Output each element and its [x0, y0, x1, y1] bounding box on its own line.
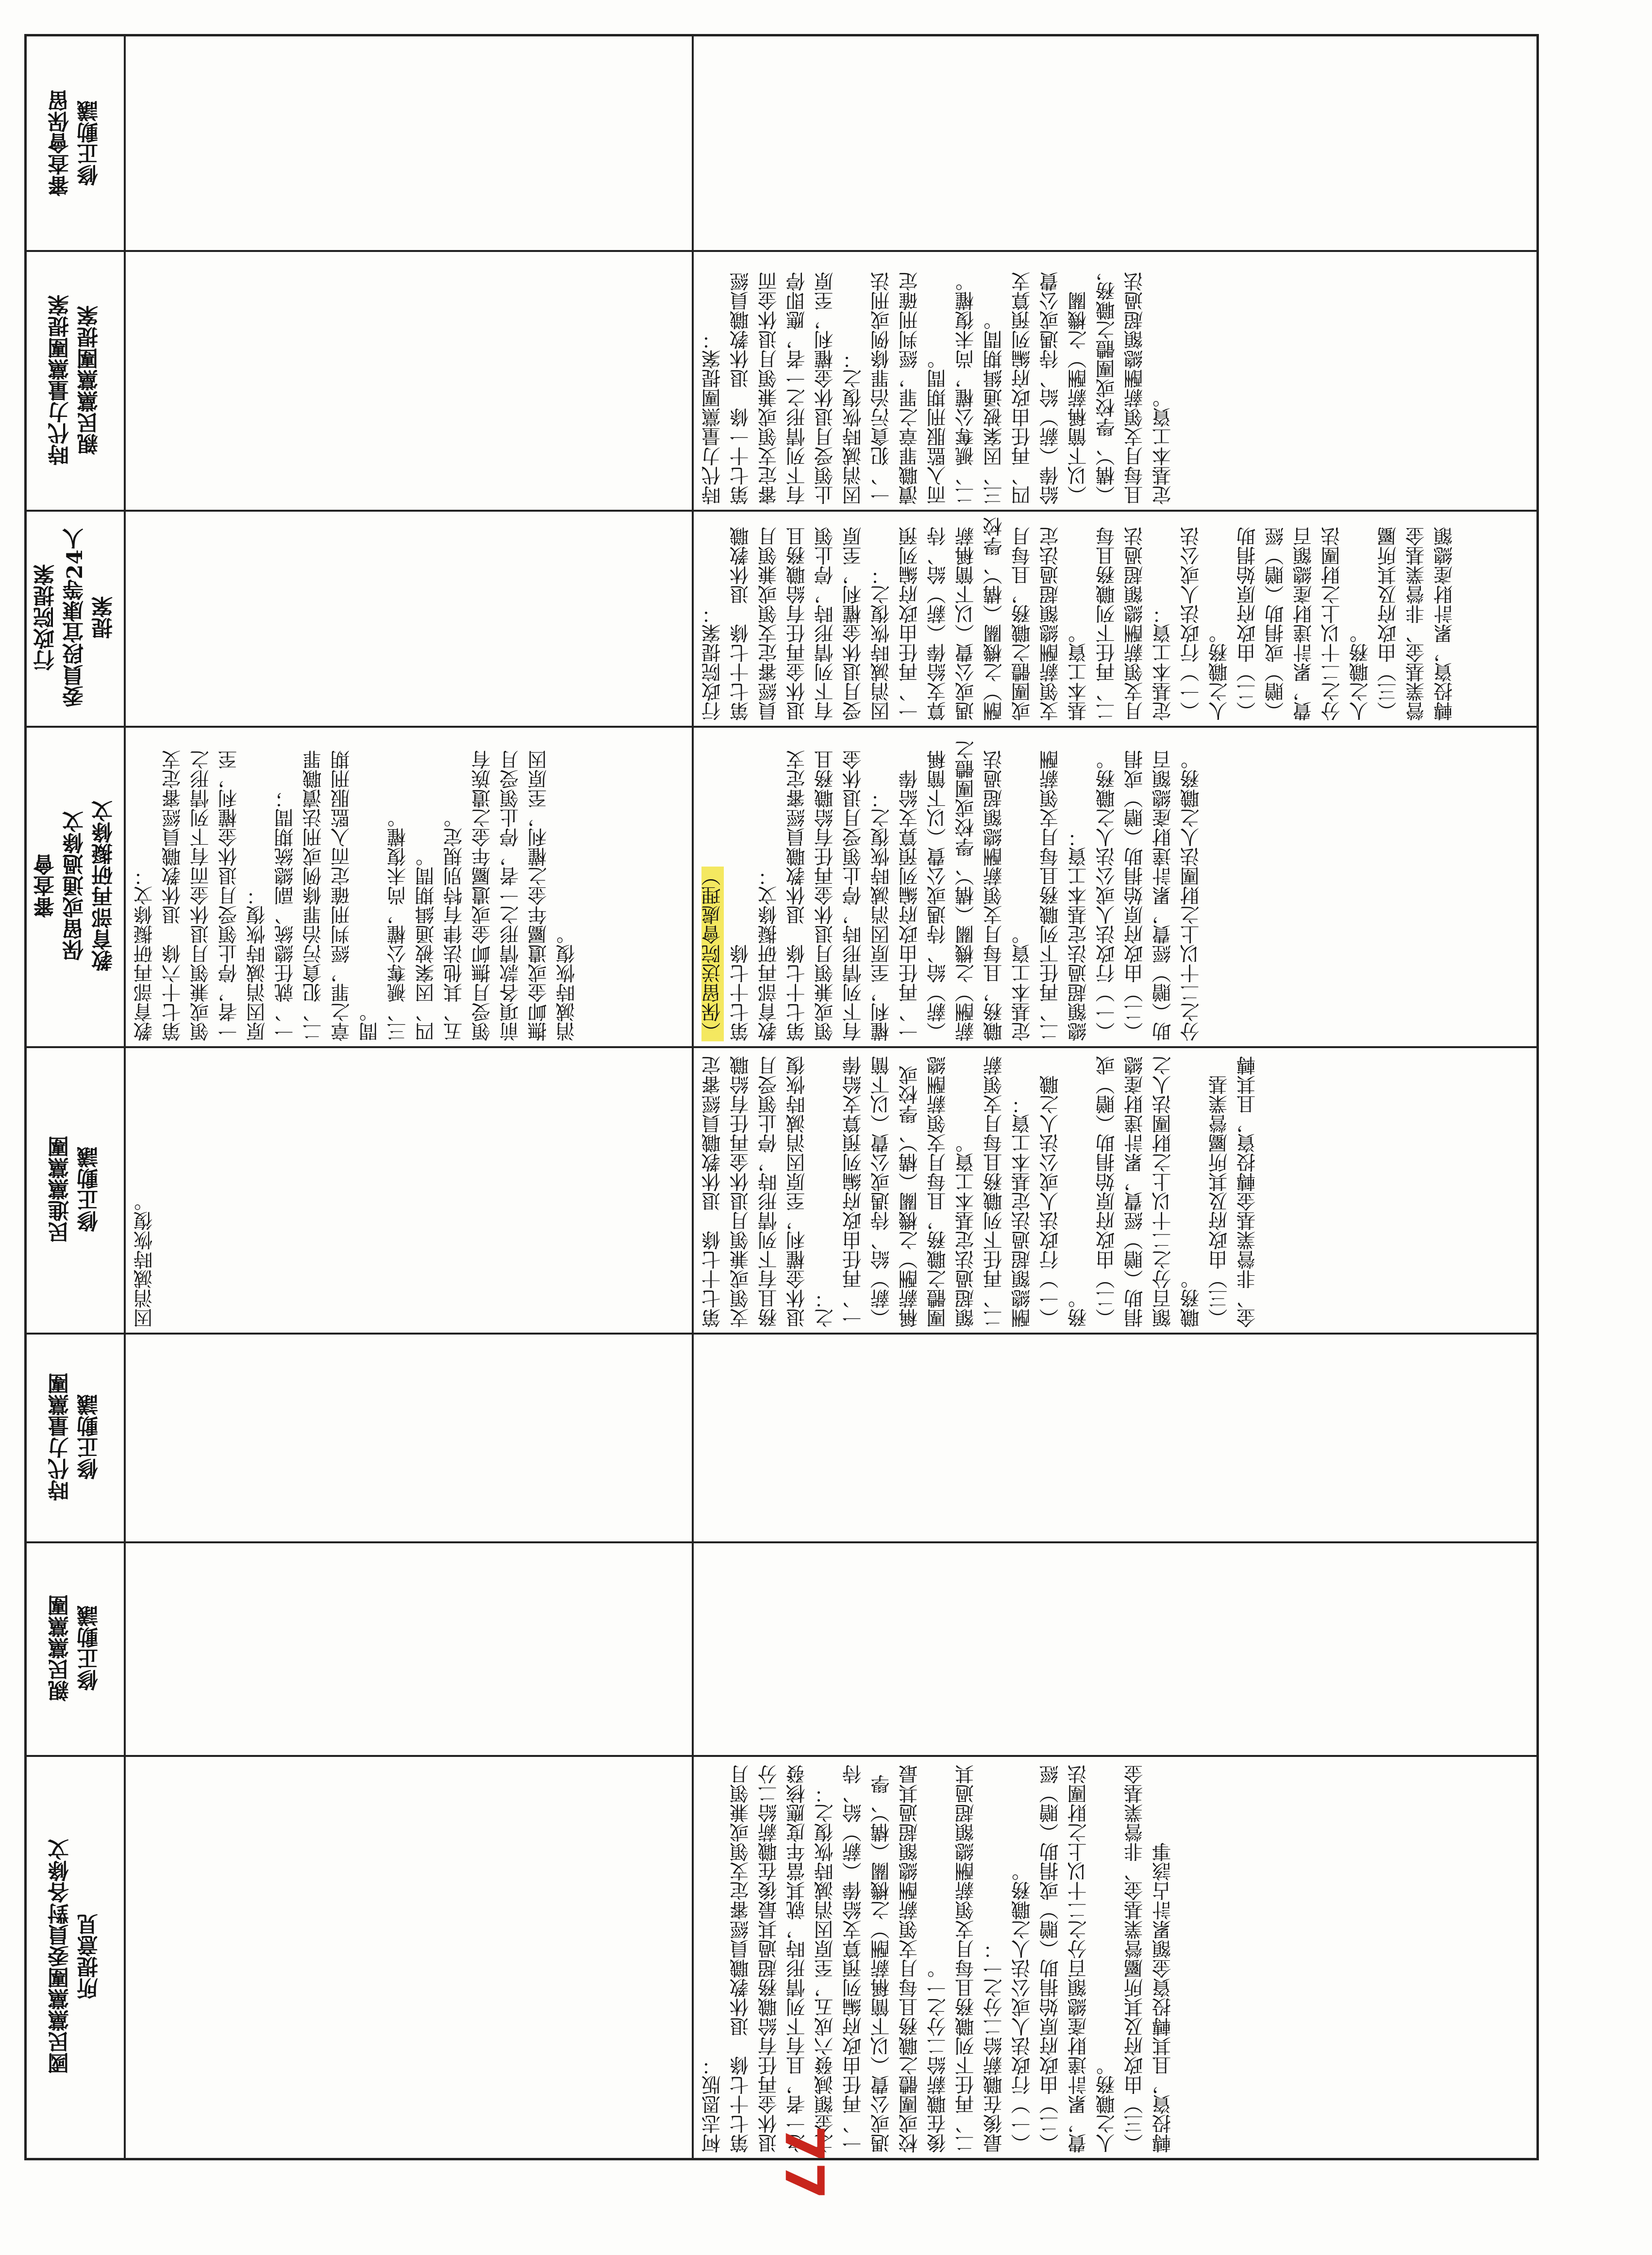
row2-executive-cell: 行政院提案： 第七十七條 退休教職員經審定支領或兼領月退休金再任有給職務且有下列情形時，停止領受月退休金權利，至原因消滅時恢復之： 一、再任由政府編列預算支給俸（薪）給、待遇或公費（以下簡稱薪酬）之機關（構）、學校或團體之職務，且每月支領薪酬總額超過法定基本工資。 二、再任下列職務且每月支領薪酬總額超過法定基本工資： （一）行政法人或公法人之職務。 （二）由政府原始捐助（贈）或捐助（贈）經費，累計達財產總額百分之二十以上之財團法人之職務。 （三）由政府及其所屬營業基金、非營業基金轉投資，累計財產總額 [701, 517, 1456, 721]
col-line-6 [27, 1541, 1536, 1543]
header-timepower-pfp: 時代力量黨團提案 親民黨黨團提案 [48, 294, 102, 466]
page-number-mark: 77 [773, 2125, 835, 2200]
row1-dpp-cell: 因消滅時恢復。 [133, 1192, 156, 1328]
row2-kmt-cell: 柯志恩版： 第七十七條 退休教職員經審定支領或兼領月退休金再任有給職務超過其最後在職薪給二分之一者，且有下列情形時，就其當年度應核發之金額減發六成五，至原因消滅時恢復之： 一、再任由政府編列預算支給俸（薪）給、待遇或公費（以下簡稱薪酬）之機關（構）、學校或團體之職務且每月支領薪酬總額超過其最後在職薪給二分之一。 二、再任下列職務且每月支領薪酬總額超過其最後在職薪給二分之一： （一）行政法人或公法人之職務。 （二）由政府原始捐助（贈）或捐助（贈）經費，累計達財產總額百分之二十以上之財團法人之職務。 （三）由政府及其所屬營業基金、非營業基金轉投資，且其轉投資金額累計占該事 [701, 1765, 1174, 2153]
row2-dpp-cell: 第七十七條 退休教職員經審定支領或兼領月退休金再任有給職務且有下列情形時，停止領受月退休金權利，至原因消滅時恢復之： 一、再任由政府編列預算支給俸（薪）給、待遇或公費（以下簡稱薪酬）之機關（構）、學校或團體之職務，且每月支領薪酬總額超過法定基本工資。 二、再任下列職務且每月支領薪酬總額超過法定基本工資： （一）行政法人或公法人之職務。 （二）由政府原始捐助（贈）或捐助（贈）經費，累計達財產總額百分之二十以上之財團法人之職務。 （三）由政府及其所屬營業基金、非營業基金轉投資，且其轉 [701, 1056, 1259, 1328]
header-timepower: 時代力量黨團 修正動議 [48, 1373, 102, 1501]
header-review-motion: 審查會保留 修正動議 [48, 90, 102, 197]
comparison-table [24, 34, 1539, 2160]
header-kmt: 國民黨黨團委員對各條文 所提意見 [48, 1839, 102, 2074]
row2-review-cell [694, 728, 1536, 1046]
header-pfp: 親民黨黨團 修正動議 [48, 1595, 102, 1702]
review-reserved-tag: （保留送院會處理） [701, 867, 724, 1041]
header-review-committee: 審查會 保留或通過條文 教育部再研擬條文 [33, 801, 117, 971]
review-article-body: 教育部再研擬條文： 第七十七條 退休教職員經審定支領或兼領月退休金再任有給職務且有下列情形時，停止領受月退休金權利，至原因消滅時恢復之： 一、再任由政府編列預算支給俸（薪）給、待遇或公費（以下簡稱薪酬）之機關（構）、學校或團體之職務，且每月支領薪酬總額超過法定基本工資。 二、再任下列職務且每月支領薪酬總額超過法定基本工資： （一）行政法人或公法人之職務。 （二）由政府原始捐助（贈）或捐助（贈）經費，累計達財產總額百分之二十以上之財團法人之職務。 [758, 740, 1202, 1041]
header-dpp: 民進黨黨團 修正動議 [48, 1136, 102, 1243]
row1-review-cell: 教育部再研擬條文： 第七十六條 退休教職員經審定支領或兼領月退休金而有下列情形之一者，停止領受月退休金權利，至原因消滅時恢復： 一、就任總統、副總統期間； 二、犯貪污治罪條例或刑法瀆職罪章之罪，經判刑確定而入監服刑期間。 三、褫奪公權，尚未復權。 四、因案被通緝期間。 五、其他法律有特別規定。 領受月撫卹金或遺屬年金之遺族有前項各款情形之一者，停止領受月撫卹金或遺屬年金之權利，至原因消滅時恢復。 [133, 750, 578, 1041]
col-line-5 [27, 1333, 1536, 1335]
header-executive: 行政院提案 委員段宜康等24人 提案 [33, 528, 117, 708]
row2-timepower-pfp-cell: 時代力量黨團提案： 第七十一條 退休教職員經審定支領或兼領月退休金而有下列情形之一者，應即停止領受月退休金權利，至原因消滅時恢復之： 一、犯貪污治罪條例或刑法瀆職罪章之罪，經判刑確定而入監服刑期間。 二、褫奪公權，尚未復權。 三、因案被通緝期間。 四、再任由政府編列預算支給俸（薪）給、待遇或公費（以下簡稱薪酬）之機關（構）、學校或團體之職務，且每月支領薪酬總額超過法定基本工資。 [701, 262, 1174, 505]
review-article-title: 第七十七條 [730, 944, 752, 1041]
